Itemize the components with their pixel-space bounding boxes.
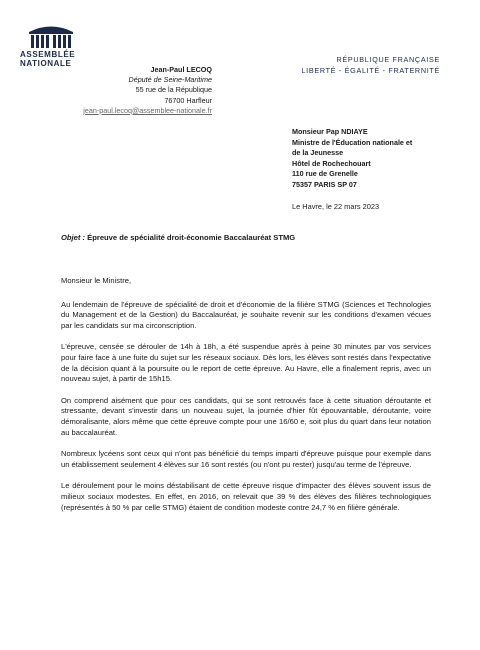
hemicycle-icon xyxy=(20,18,82,50)
republic-name: RÉPUBLIQUE FRANÇAISE xyxy=(336,55,440,64)
subject-label: Objet : xyxy=(61,233,86,242)
recipient-line: Monsieur Pap NDIAYE xyxy=(292,127,368,136)
salutation: Monsieur le Ministre, xyxy=(61,276,132,285)
sender-name: Jean-Paul LECOQ xyxy=(150,65,212,74)
sender-address-line1: 55 rue de la République xyxy=(135,85,212,95)
letter-date: Le Havre, le 22 mars 2023 xyxy=(292,202,380,211)
recipient-line: Hôtel de Rochechouart xyxy=(292,158,371,168)
sender-block xyxy=(62,65,212,116)
institution-name-line2: NATIONALE xyxy=(20,59,72,68)
letter-body xyxy=(61,276,431,524)
body-paragraph: Au lendemain de l'épreuve de spécialité de droit et d'économie de la filière STMG (Sciences et Technologies du Management et de la Gestion) du Baccalauréat, je souhaite revenir sur les conditions d'examen vécues par les candidats sur ma circonscription. xyxy=(61,299,431,330)
body-paragraph: Nombreux lycéens sont ceux qui n'ont pas bénéficié du temps imparti d'épreuve puisque pour exemple dans un établissement seulement 4 élèves sur 16 sont restés (ou n'ont pu rester) jusqu'au terme de l'épreuve. xyxy=(61,449,431,469)
subject-text: Épreuve de spécialité droit-économie Baccalauréat STMG xyxy=(85,233,296,242)
recipient-block xyxy=(292,127,462,191)
institution-name-line1: ASSEMBLÉE xyxy=(20,50,76,59)
sender-email: jean-paul.lecoq@assemblee-nationale.fr xyxy=(83,105,212,115)
assemblee-nationale-logo xyxy=(20,18,82,68)
recipient-line: Ministre de l'Éducation nationale et xyxy=(292,137,413,147)
sender-address-line2: 76700 Harfleur xyxy=(164,95,212,105)
body-paragraph: Le déroulement pour le moins déstabilisant de cette épreuve risque d'impacter des élèves souvent issus de milieux sociaux modestes. En effet, en 2016, on relevait que 39 % des élèves des filières technologiques (représentés à 50 % par celle STMG) étaient de condition modeste contre 24,7 % en filière générale. xyxy=(61,481,431,512)
republic-motto-text: LIBERTÉ - ÉGALITÉ - FRATERNITÉ xyxy=(301,65,440,75)
recipient-line: de la Jeunesse xyxy=(292,148,344,158)
recipient-line: 110 rue de Grenelle xyxy=(292,169,358,179)
sender-title: Député de Seine-Maritime xyxy=(128,75,212,85)
republic-motto xyxy=(300,55,440,76)
recipient-line: 75357 PARIS SP 07 xyxy=(292,179,357,189)
subject-line xyxy=(61,233,295,242)
body-paragraph: L'épreuve, censée se dérouler de 14h à 18h, a été suspendue après à peine 30 minutes par vos services pour faire face à une fuite du sujet sur les réseaux sociaux. Dès lors, les élèves sont restés dans l'expectative de la décision quant à la poursuite ou le report de cette épreuve. Au Havre, elle a finalement repris, avec un nouveau sujet, à partir de 15h15. xyxy=(61,342,431,384)
body-paragraph: On comprend aisément que pour ces candidats, qui se sont retrouvés face à cette situation déroutante et stressante, devant s'investir dans un nouveau sujet, la journée d'hier fût épouvantable, déroutante, voire démoralisante, alors même que cette épreuve compte pour une 16/60 e, soit plus du quart dans leur notation au baccalauréat. xyxy=(61,395,431,437)
